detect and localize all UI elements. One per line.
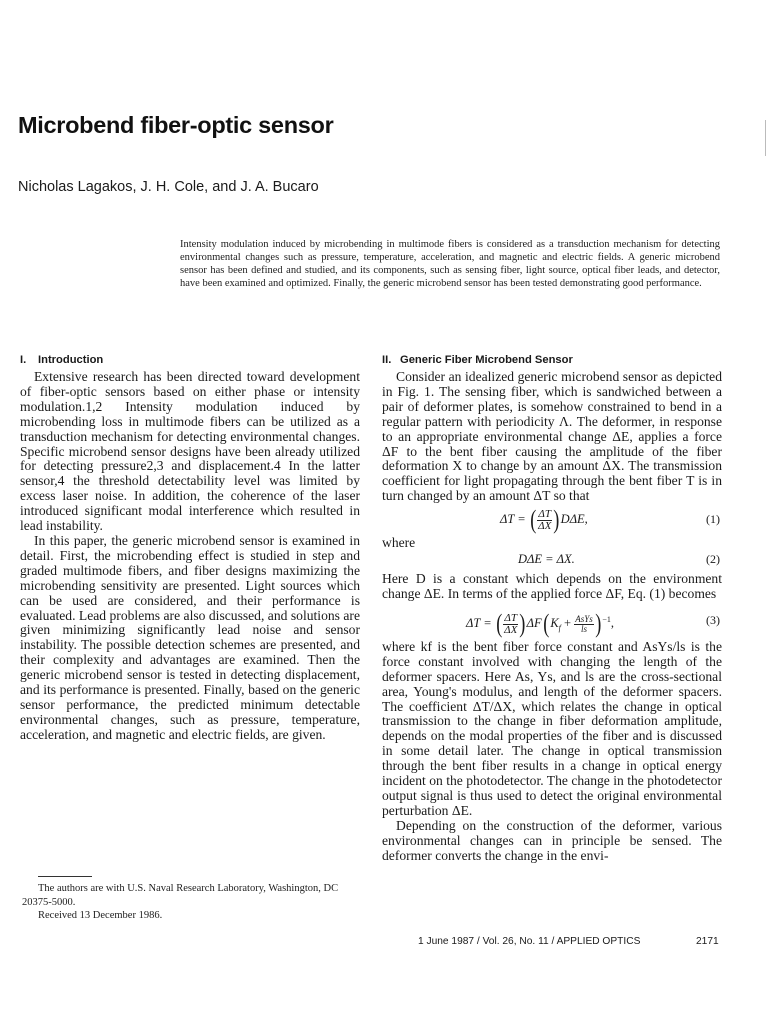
author-affiliation: The authors are with U.S. Naval Research Laboratory, Washington, DC 20375-5000. [22, 883, 339, 908]
section-number: II. [382, 354, 392, 366]
fraction: $\frac{\text{AsYs}}{ls}$ [575, 613, 593, 634]
paragraph: Depending on the construction of the deformer, various environmental changes can in principle be sensed. The deformer converts the change in the envi- [382, 817, 722, 863]
section-heading-introduction [20, 353, 360, 367]
received-date: Received 13 December 1986. [38, 910, 163, 921]
section-number: I. [20, 354, 27, 366]
footnote [22, 882, 366, 923]
equation-number: (3) [706, 612, 720, 627]
equation-1: ΔT = ( $\frac{\Delta T}{\Delta X}$ )DΔE, (1) [500, 505, 720, 535]
equation-3: ΔT = ( $\frac{\Delta T}{\Delta X}$ )$\Delta F(K_f$ + $\frac{\text{AsYs}}{ls}$ )$^{-1}$, (3) [382, 602, 722, 638]
paper-title: Microbend fiber-optic sensor [18, 112, 334, 138]
equation-number: (1) [706, 512, 720, 527]
abstract: Intensity modulation induced by microbending in multimode fibers is considered as a transduction mechanism for detecting environmental changes such as pressure, temperature, acceleration, and magnetic and electric fields. A generic microbend sensor has been defined and studied, and its components, such as sensing fiber, light source, optical fiber leads, and detector, have been examined and optimized. Finally, the generic microbend sensor has been tested demonstrating good performance. [180, 239, 720, 289]
equation-2 [382, 551, 722, 568]
scan-edge-mark [765, 120, 766, 156]
equation-lhs: ΔT = [500, 512, 529, 527]
page-number: 2171 [696, 936, 719, 947]
equation-body: DΔE = ΔX. [518, 552, 575, 567]
paragraph: Here D is a constant which depends on the environment change ΔE. In terms of the applied force ΔF, Eq. (1) becomes [382, 571, 722, 601]
right-column [382, 353, 722, 863]
paragraph: In this paper, the generic microbend sensor is examined in detail. First, the microbending effect is studied in step and graded multimode fibers, and fiber designs maximizing the microbending sensitivity are presented. Light sources which can be used are considered, and their performance is evaluated. Lead problems are also discussed, and solutions are given minimizing significantly lead noise and sensor instability. The possible detection schemes are presented, and their complexity and advantages are examined. Then the generic microbend sensor is tested in detecting displacement, and its performance is presented. Finally, based on the generic sensor performance, the predicted minimum detectable environmental changes, such as pressure, temperature, acceleration, and magnetic and electric fields, are given. [20, 532, 360, 742]
paragraph: where kf is the bent fiber force constant and AsYs/ls is the force constant involved with changing the length of the deformer spacers. Here As, Ys, and ls are the cross-sectional area, Young's modulus, and length of the deformer spacers. The coefficient ΔT/ΔX, which relates the change in optical transmission to the change in fiber deformation amplitude, depends on the modal properties of the fiber and is discussed in some detail later. The change in optical transmission through the bent fiber results in a change in optical energy incident on the photodetector. The change in the photodetector output signal is thus used to detect the original environmental perturbation ΔE. [382, 638, 722, 818]
section-title: Generic Fiber Microbend Sensor [400, 354, 573, 366]
paragraph: Extensive research has been directed toward development of fiber-optic sensors based on either phase or intensity modulation.1,2 Intensity modulation induced by microbending loss in multimode fibers can be utilized as a transduction mechanism for detecting environmental changes. Specific microbend sensor designs have been already utilized for detecting pressure2,3 and displacement.4 In the latter sensor,4 the threshold detectability level was limited by excess laser noise. In addition, the coherence of the laser introduced significant modal interference which resulted in lead instability. [20, 369, 360, 534]
paragraph: Consider an idealized generic microbend sensor as depicted in Fig. 1. The sensing fiber, which is sandwiched between a pair of deformer plates, is somehow constrained to bend in a regular pattern with periodicity Λ. The deformer, in response to an appropriate environmental change ΔE, applies a force ΔF to the bent fiber causing the amplitude of the fiber deformation X to change by an amount ΔX. The transmission coefficient for light propagating through the bent fiber T is in turn changed by an amount ΔT so that [382, 369, 722, 504]
equation-rhs: DΔE, [560, 512, 588, 527]
left-column [20, 353, 360, 743]
equation-number: (2) [706, 552, 720, 567]
fraction: $\frac{\Delta T}{\Delta X}$ [538, 507, 552, 532]
footnote-divider [38, 876, 92, 877]
section-heading-generic-sensor [382, 353, 722, 367]
journal-citation: 1 June 1987 / Vol. 26, No. 11 / APPLIED OPTICS [418, 936, 641, 947]
fraction: $\frac{\Delta T}{\Delta X}$ [504, 611, 518, 636]
author-list: Nicholas Lagakos, J. H. Cole, and J. A. Bucaro [18, 179, 319, 195]
section-title: Introduction [38, 354, 104, 366]
paragraph: where [382, 535, 416, 551]
